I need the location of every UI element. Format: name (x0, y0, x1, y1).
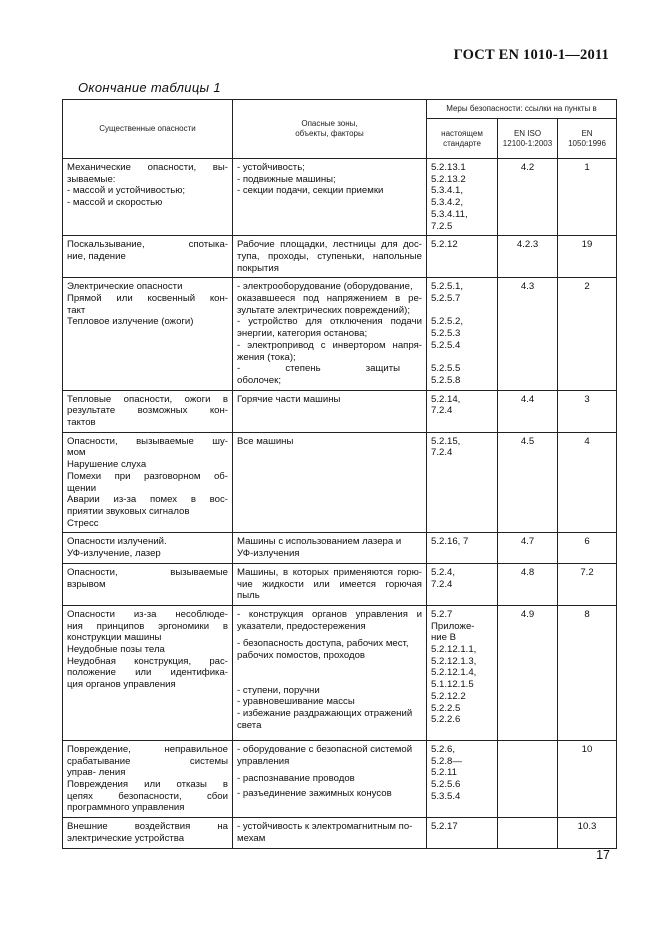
hazard-cell: Опасности из-за несоблюде- ния принципов эргономики в конструкции машины Неудобные позы тела Неудобная конструкция, рас- положение или идентифика- ция органов управления (63, 605, 233, 740)
hazard-cell: Поскальзывание, спотыка- ние, падение (63, 236, 233, 278)
zones-cell: Машины, в которых применяются горю- чие жидкости или имеется горючая пыль (233, 563, 427, 605)
table-row (63, 432, 617, 533)
zones-cell: - электрооборудование (оборудование, оказавшееся под напряжением в ре- зультате электрических повреждений); - устройство для отключения подачи энергии, категория останова; - электропривод с инвертором напря- жения (тока); - степень защиты оболочек; (233, 278, 427, 390)
hazard-cell: Опасности излучений. УФ-излучение, лазер (63, 533, 233, 563)
document-code: ГОСТ EN 1010-1—2011 (453, 47, 609, 63)
header-en-1050: EN 1050:1996 (558, 119, 617, 159)
zones-cell: Рабочие площадки, лестницы для дос- тупа, проходы, ступеньки, напольные покрытия (233, 236, 427, 278)
clauses-cell: 5.2.17 (427, 818, 498, 848)
clauses-cell: 5.2.14, 7.2.4 (427, 390, 498, 432)
table-row (63, 390, 617, 432)
header-hazards: Существенные опасности (63, 100, 233, 159)
zones-cell: Машины с использованием лазера и УФ-излучения (233, 533, 427, 563)
iso-cell: 4.7 (498, 533, 558, 563)
hazard-cell: Внешние воздействия на электрические устройства (63, 818, 233, 848)
page-number: 17 (596, 848, 610, 862)
table-row (63, 605, 617, 740)
hazard-cell: Тепловые опасности, ожоги в результате возможных кон- тактов (63, 390, 233, 432)
iso-cell (498, 740, 558, 817)
iso-cell: 4.5 (498, 432, 558, 533)
en1050-cell: 6 (558, 533, 617, 563)
header-measures: Меры безопасности: ссылки на пункты в (427, 100, 617, 119)
clauses-cell: 5.2.6, 5.2.8— 5.2.11 5.2.5.6 5.3.5.4 (427, 740, 498, 817)
table-row (63, 278, 617, 390)
clauses-cell: 5.2.13.1 5.2.13.2 5.3.4.1, 5.3.4.2, 5.3.4.11, 7.2.5 (427, 159, 498, 236)
iso-cell: 4.2.3 (498, 236, 558, 278)
iso-cell: 4.4 (498, 390, 558, 432)
header-en-iso: EN ISO 12100-1:2003 (498, 119, 558, 159)
iso-cell: 4.8 (498, 563, 558, 605)
table-row (63, 818, 617, 848)
header-row-top (63, 100, 617, 119)
clauses-cell: 5.2.12 (427, 236, 498, 278)
clauses-cell: 5.2.5.1, 5.2.5.7 5.2.5.2, 5.2.5.3 5.2.5.4 5.2.5.5 5.2.5.8 (427, 278, 498, 390)
en1050-cell: 1 (558, 159, 617, 236)
table-row (63, 740, 617, 817)
hazard-cell: Повреждение, неправильное срабатывание системы управ- ления Повреждения или отказы в цепях безопасности, сбои программного управления (63, 740, 233, 817)
hazard-cell: Опасности, вызываемые шу- мом Нарушение слуха Помехи при разговорном об- щении Аварии из-за помех в вос- приятии звуковых сигналов Стресс (63, 432, 233, 533)
en1050-cell: 7.2 (558, 563, 617, 605)
clauses-cell: 5.2.15, 7.2.4 (427, 432, 498, 533)
zones-cell: Все машины (233, 432, 427, 533)
zones-cell: - устойчивость к электромагнитным по- мехам (233, 818, 427, 848)
iso-cell: 4.9 (498, 605, 558, 740)
en1050-cell: 8 (558, 605, 617, 740)
hazard-cell: Электрические опасности Прямой или косвенный кон- такт Тепловое излучение (ожоги) (63, 278, 233, 390)
en1050-cell: 2 (558, 278, 617, 390)
en1050-cell: 3 (558, 390, 617, 432)
iso-cell: 4.3 (498, 278, 558, 390)
clauses-cell: 5.2.7 Приложе- ние В 5.2.12.1.1, 5.2.12.1.3, 5.2.12.1.4, 5.1.12.1.5 5.2.12.2 5.2.2.5 5.2.2.6 (427, 605, 498, 740)
clauses-cell: 5.2.16, 7 (427, 533, 498, 563)
zones-cell: - конструкция органов управления и указатели, предостережения - безопасность доступа, рабочих мест, рабочих помостов, проходов - ступени, поручни - уравновешивание массы - избежание раздражающих отражений света (233, 605, 427, 740)
iso-cell (498, 818, 558, 848)
table-row (63, 563, 617, 605)
en1050-cell: 19 (558, 236, 617, 278)
en1050-cell: 10.3 (558, 818, 617, 848)
zones-cell: - оборудование с безопасной системой управления - распознавание проводов - разъединение зажимных конусов (233, 740, 427, 817)
header-this-standard: настоящем стандарте (427, 119, 498, 159)
table-row (63, 159, 617, 236)
iso-cell: 4.2 (498, 159, 558, 236)
hazard-cell: Механические опасности, вы- зываемые: - массой и устойчивостью; - массой и скоростью (63, 159, 233, 236)
en1050-cell: 4 (558, 432, 617, 533)
en1050-cell: 10 (558, 740, 617, 817)
hazard-cell: Опасности, вызываемые взрывом (63, 563, 233, 605)
table-caption: Окончание таблицы 1 (78, 80, 221, 95)
zones-cell: - устойчивость; - подвижные машины; - секции подачи, секции приемки (233, 159, 427, 236)
zones-cell: Горячие части машины (233, 390, 427, 432)
table-row (63, 533, 617, 563)
header-zones: Опасные зоны, объекты, факторы (233, 100, 427, 159)
hazards-table (62, 99, 617, 849)
table-row (63, 236, 617, 278)
clauses-cell: 5.2.4, 7.2.4 (427, 563, 498, 605)
